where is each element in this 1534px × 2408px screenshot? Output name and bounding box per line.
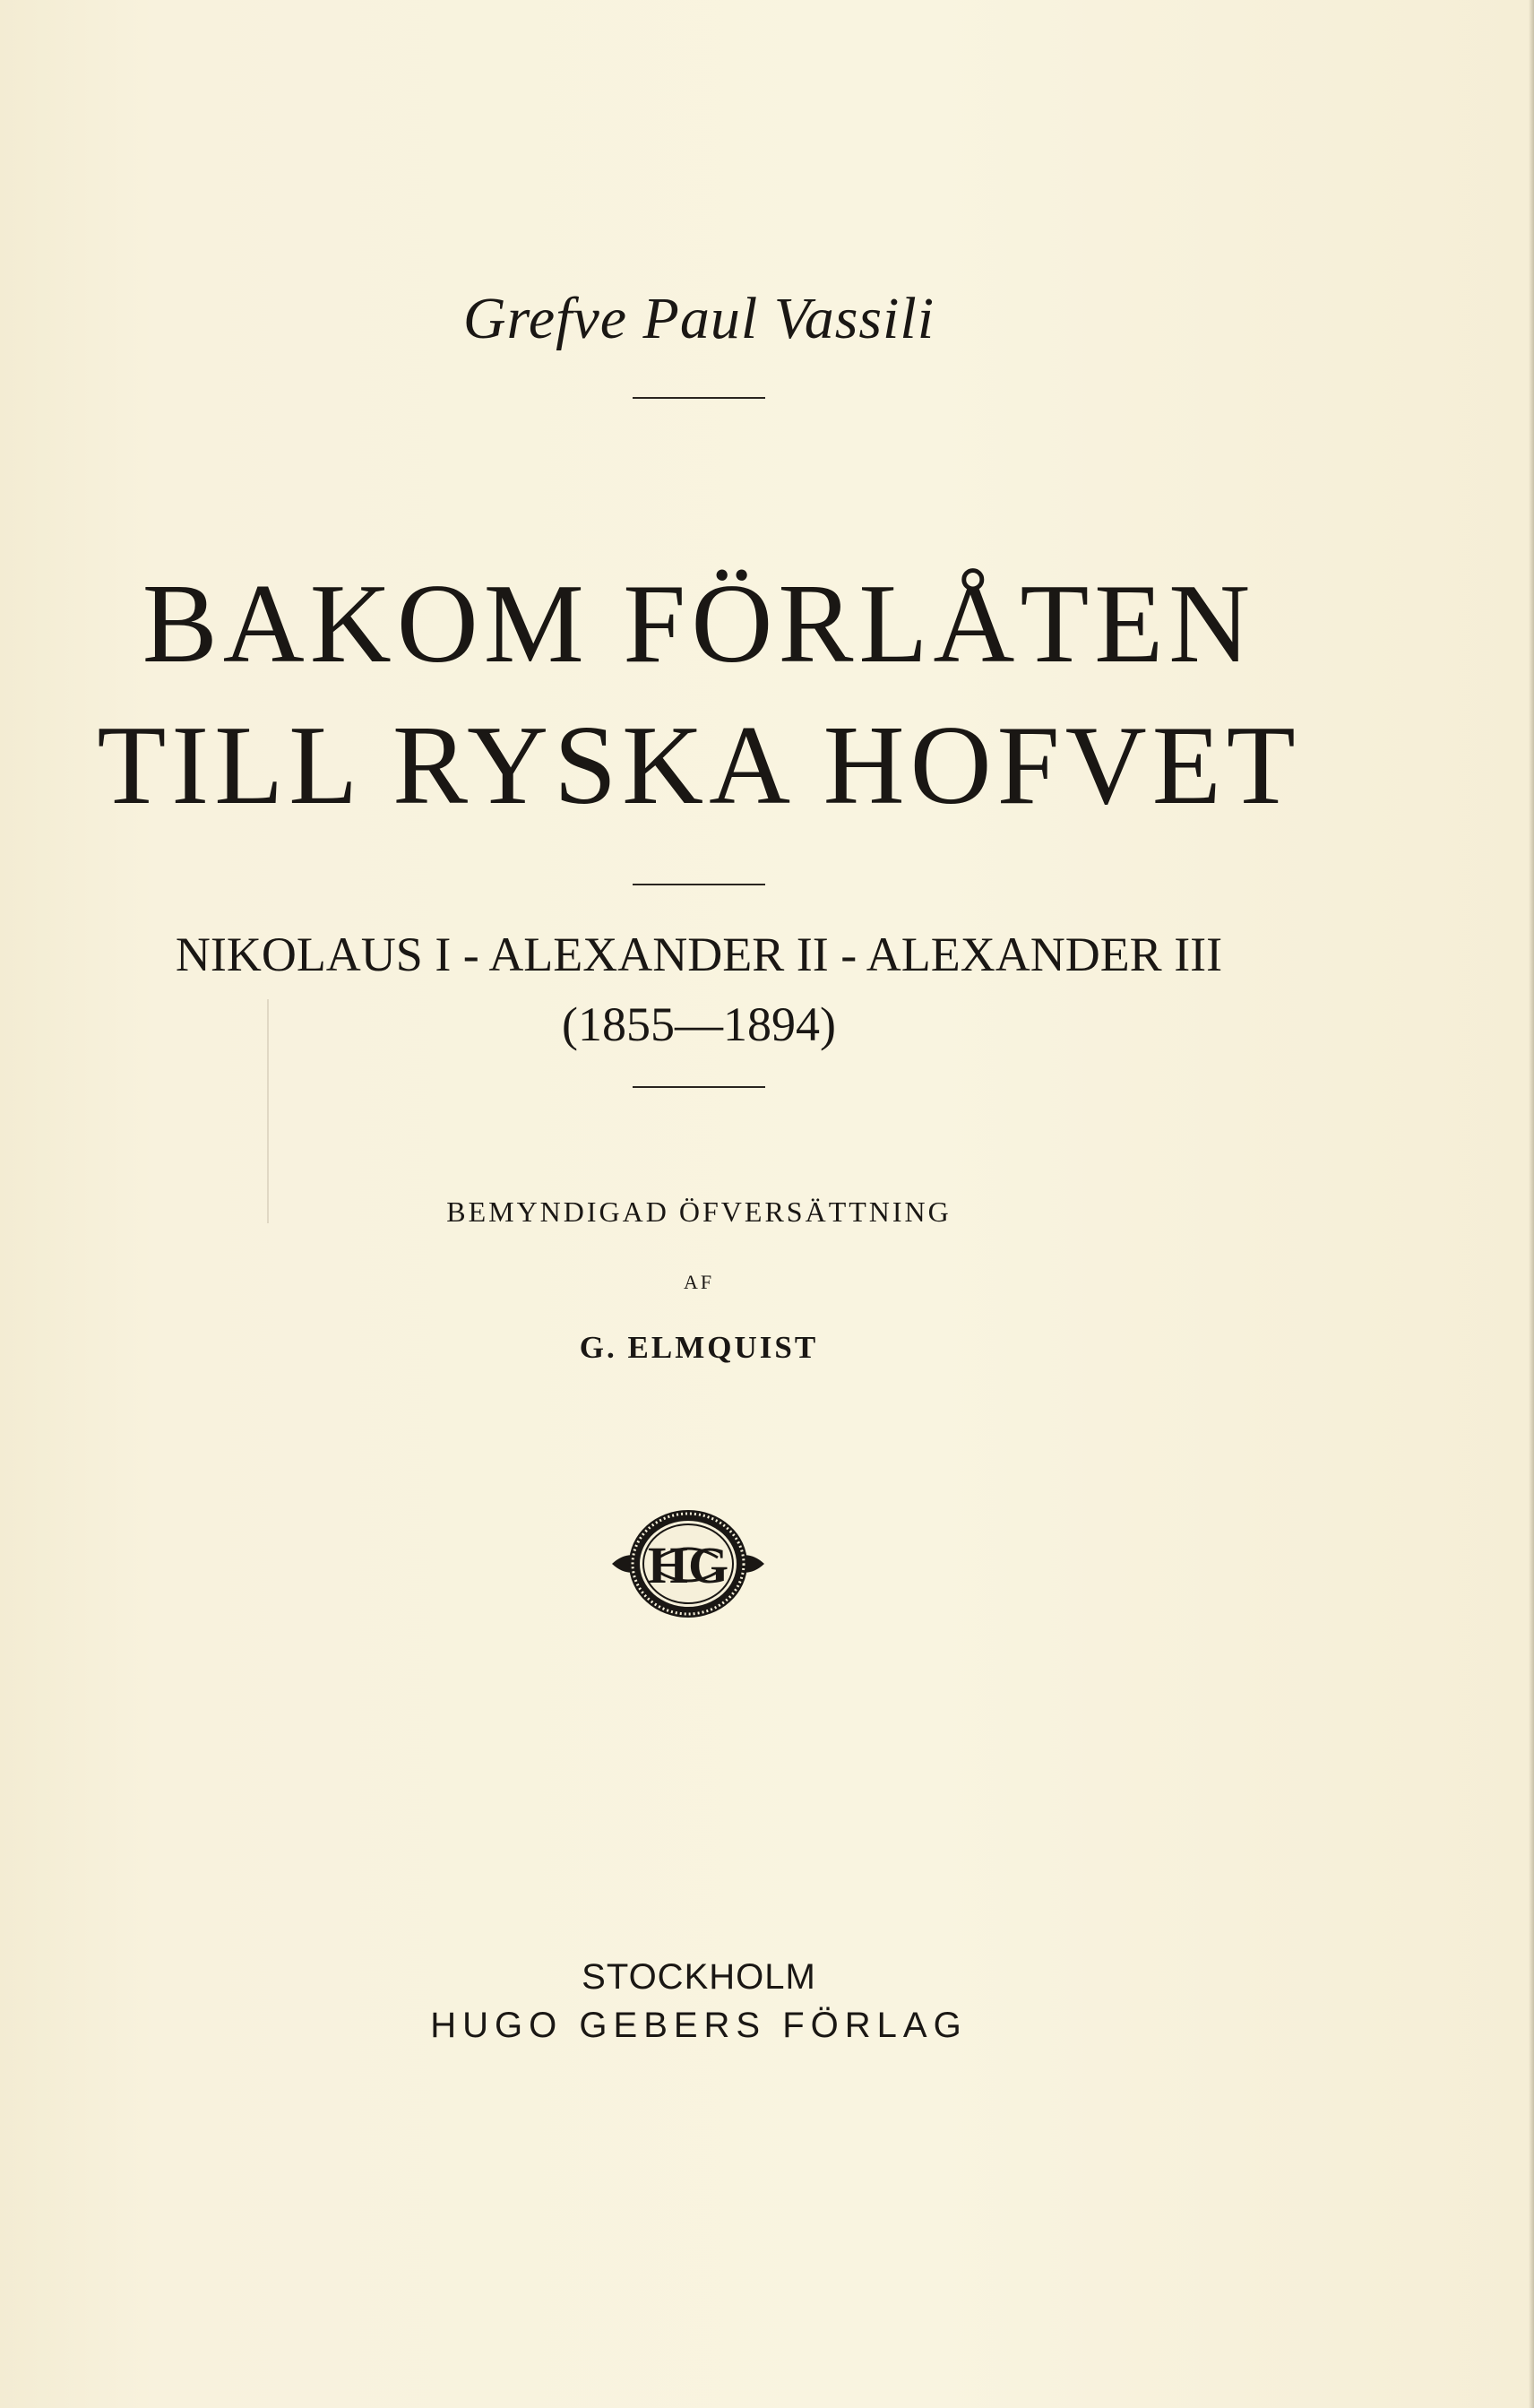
by-word: AF (683, 1271, 715, 1293)
book-title-line-2: TILL RYSKA HOFVET (97, 703, 1301, 828)
imprint-city: STOCKHOLM (582, 1957, 816, 1997)
book-subtitle: NIKOLAUS I - ALEXANDER II - ALEXANDER III (175, 928, 1223, 981)
book-years: (1855—1894) (562, 997, 836, 1051)
page-edge-shadow (1529, 0, 1534, 2408)
book-title-line-1: BAKOM FÖRLÅTEN (142, 562, 1256, 686)
divider-rule-2 (633, 884, 765, 885)
translation-note: BEMYNDIGAD ÖFVERSÄTTNING (446, 1195, 952, 1228)
translator-name: G. ELMQUIST (579, 1330, 819, 1365)
divider-rule-3 (633, 1086, 765, 1088)
imprint-publisher: HUGO GEBERS FÖRLAG (430, 2006, 968, 2045)
divider-rule-1 (633, 397, 765, 399)
monogram-letters: HG (647, 1536, 729, 1594)
author-name: Grefve Paul Vassili (462, 286, 935, 351)
publisher-monogram-icon (607, 1504, 770, 1624)
